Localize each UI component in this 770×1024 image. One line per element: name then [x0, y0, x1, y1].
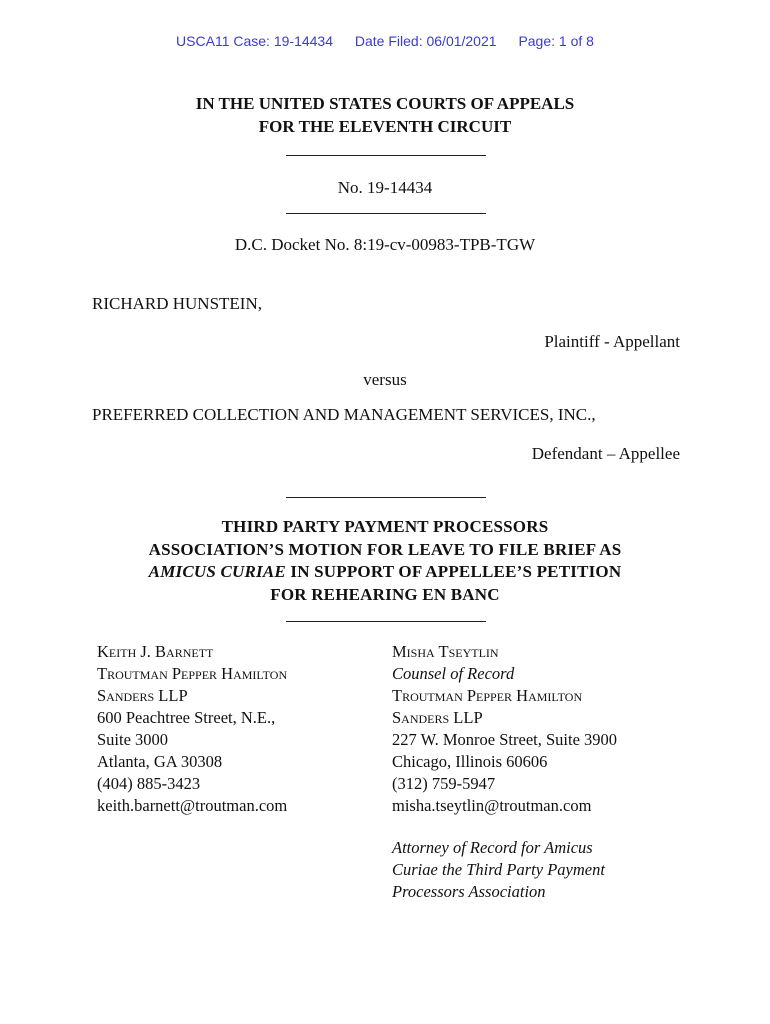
court-heading	[0, 92, 770, 138]
motion-title	[0, 516, 770, 606]
motion-title-line-1: THIRD PARTY PAYMENT PROCESSORS	[221, 517, 549, 536]
attorney-note-line-3: Processors Association	[392, 882, 546, 901]
firm-name-line-2: Sanders LLP	[392, 708, 483, 727]
case-number: No. 19-14434	[337, 178, 433, 197]
plaintiff-role: Plaintiff - Appellant	[544, 332, 680, 351]
amicus-curiae-italic: AMICUS CURIAE	[148, 562, 286, 581]
email-address: misha.tseytlin@troutman.com	[392, 796, 592, 815]
versus-text: versus	[363, 370, 407, 389]
counsel-block-right	[392, 641, 692, 817]
attorney-note-line-1: Attorney of Record for Amicus	[392, 838, 593, 857]
firm-name-line-1: Troutman Pepper Hamilton	[97, 664, 288, 683]
motion-title-line-3-rest: IN SUPPORT OF APPELLEE’S PETITION	[285, 562, 622, 581]
defendant-role: Defendant – Appellee	[531, 444, 680, 463]
court-line-2: FOR THE ELEVENTH CIRCUIT	[258, 117, 512, 136]
motion-title-line-3	[0, 561, 770, 584]
counsel-role: Counsel of Record	[392, 664, 515, 683]
plaintiff-name: RICHARD HUNSTEIN,	[92, 294, 262, 313]
motion-title-line-2: ASSOCIATION’S MOTION FOR LEAVE TO FILE BRIEF AS	[148, 539, 622, 559]
counsel-block-left	[97, 641, 367, 817]
divider-rule	[286, 213, 486, 214]
court-line-1: IN THE UNITED STATES COURTS OF APPEALS	[195, 94, 575, 113]
counsel-name: Keith J. Barnett	[97, 642, 214, 661]
page-stamp: Page: 1 of 8	[518, 33, 594, 49]
motion-title-line-4: FOR REHEARING EN BANC	[270, 584, 500, 604]
docket-number: D.C. Docket No. 8:19-cv-00983-TPB-TGW	[234, 235, 536, 254]
address-line-2: Suite 3000	[97, 730, 169, 749]
divider-rule	[286, 621, 486, 622]
defendant-name: PREFERRED COLLECTION AND MANAGEMENT SERVICES, INC.,	[92, 405, 596, 424]
case-stamp: USCA11 Case: 19-14434	[176, 33, 333, 49]
attorney-note-line-2: Curiae the Third Party Payment	[392, 860, 605, 879]
firm-name-line-2: Sanders LLP	[97, 686, 188, 705]
address-line-1: 227 W. Monroe Street, Suite 3900	[392, 730, 618, 749]
divider-rule	[286, 497, 486, 498]
city-line: Chicago, Illinois 60606	[392, 752, 548, 771]
phone-number: (312) 759-5947	[392, 774, 496, 793]
counsel-name: Misha Tseytlin	[392, 642, 499, 661]
date-filed-stamp: Date Filed: 06/01/2021	[354, 33, 497, 49]
phone-number: (404) 885-3423	[97, 774, 201, 793]
address-line-1: 600 Peachtree Street, N.E.,	[97, 708, 276, 727]
city-line: Atlanta, GA 30308	[97, 752, 223, 771]
filing-header-stamp	[0, 33, 770, 49]
divider-rule	[286, 155, 486, 156]
attorney-of-record-note	[392, 837, 692, 903]
email-address: keith.barnett@troutman.com	[97, 796, 288, 815]
firm-name-line-1: Troutman Pepper Hamilton	[392, 686, 583, 705]
